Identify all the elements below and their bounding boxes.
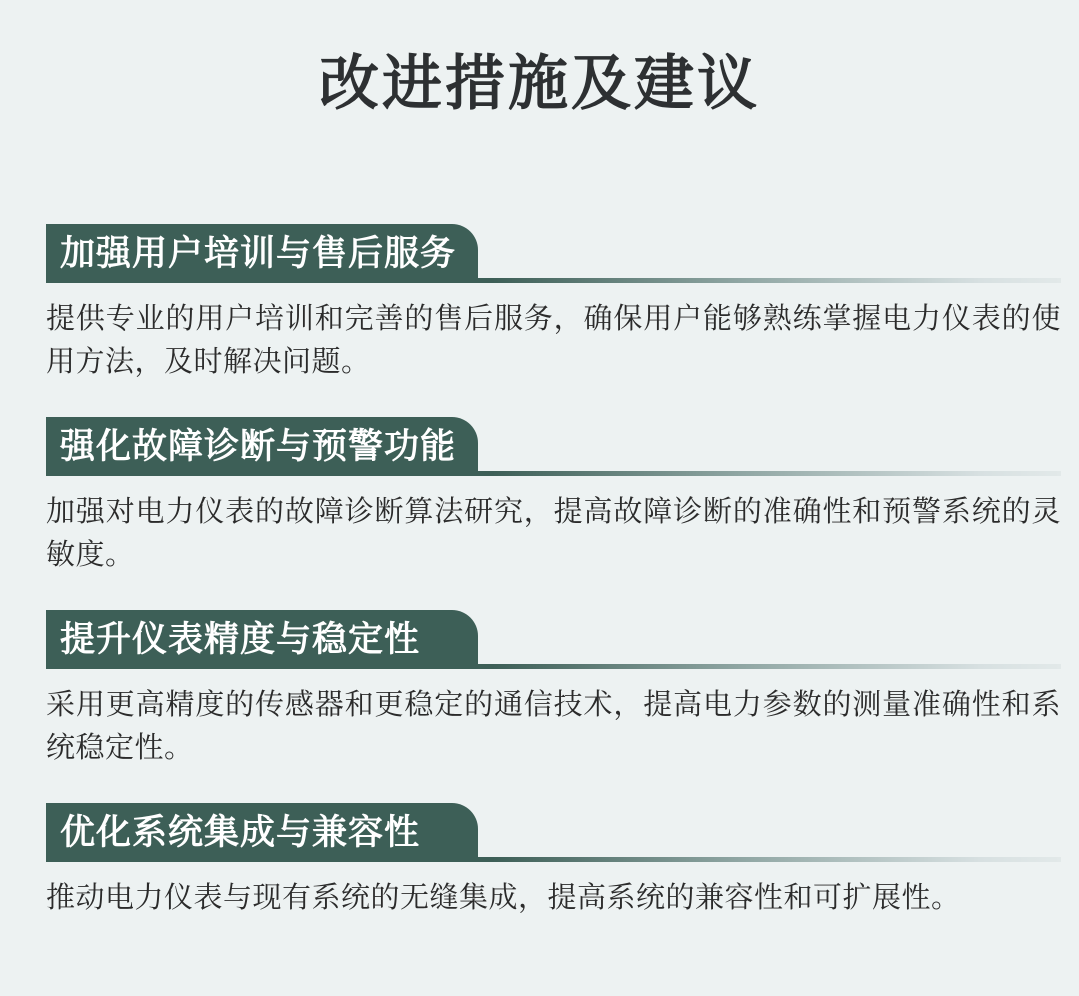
page-title: 改进措施及建议 — [319, 50, 760, 117]
section-header-row — [46, 610, 1061, 669]
section-heading: 优化系统集成与兼容性 — [60, 813, 421, 852]
section-heading-badge — [46, 224, 478, 283]
slide — [0, 36, 1079, 996]
section-header-row — [46, 803, 1061, 862]
section-heading: 提升仪表精度与稳定性 — [60, 620, 421, 659]
section-user-training — [46, 224, 1061, 384]
section-body: 加强对电力仪表的故障诊断算法研究，提高故障诊断的准确性和预警系统的灵敏度。 — [46, 496, 1061, 571]
section-system-integration — [46, 803, 1061, 920]
section-body: 推动电力仪表与现有系统的无缝集成，提高系统的兼容性和可扩展性。 — [46, 882, 961, 914]
section-header-row — [46, 417, 1061, 476]
section-meter-precision — [46, 610, 1061, 770]
section-body: 采用更高精度的传感器和更稳定的通信技术，提高电力参数的测量准确性和系统稳定性。 — [46, 689, 1061, 764]
section-heading: 加强用户培训与售后服务 — [60, 234, 457, 273]
content-column — [46, 224, 1061, 920]
section-heading: 强化故障诊断与预警功能 — [60, 427, 457, 466]
section-header-row — [46, 224, 1061, 283]
section-fault-diagnosis — [46, 417, 1061, 577]
section-heading-badge — [46, 417, 478, 476]
section-heading-badge — [46, 610, 478, 669]
section-body: 提供专业的用户培训和完善的售后服务，确保用户能够熟练掌握电力仪表的使用方法，及时解决问题。 — [46, 303, 1061, 378]
section-heading-badge — [46, 803, 478, 862]
